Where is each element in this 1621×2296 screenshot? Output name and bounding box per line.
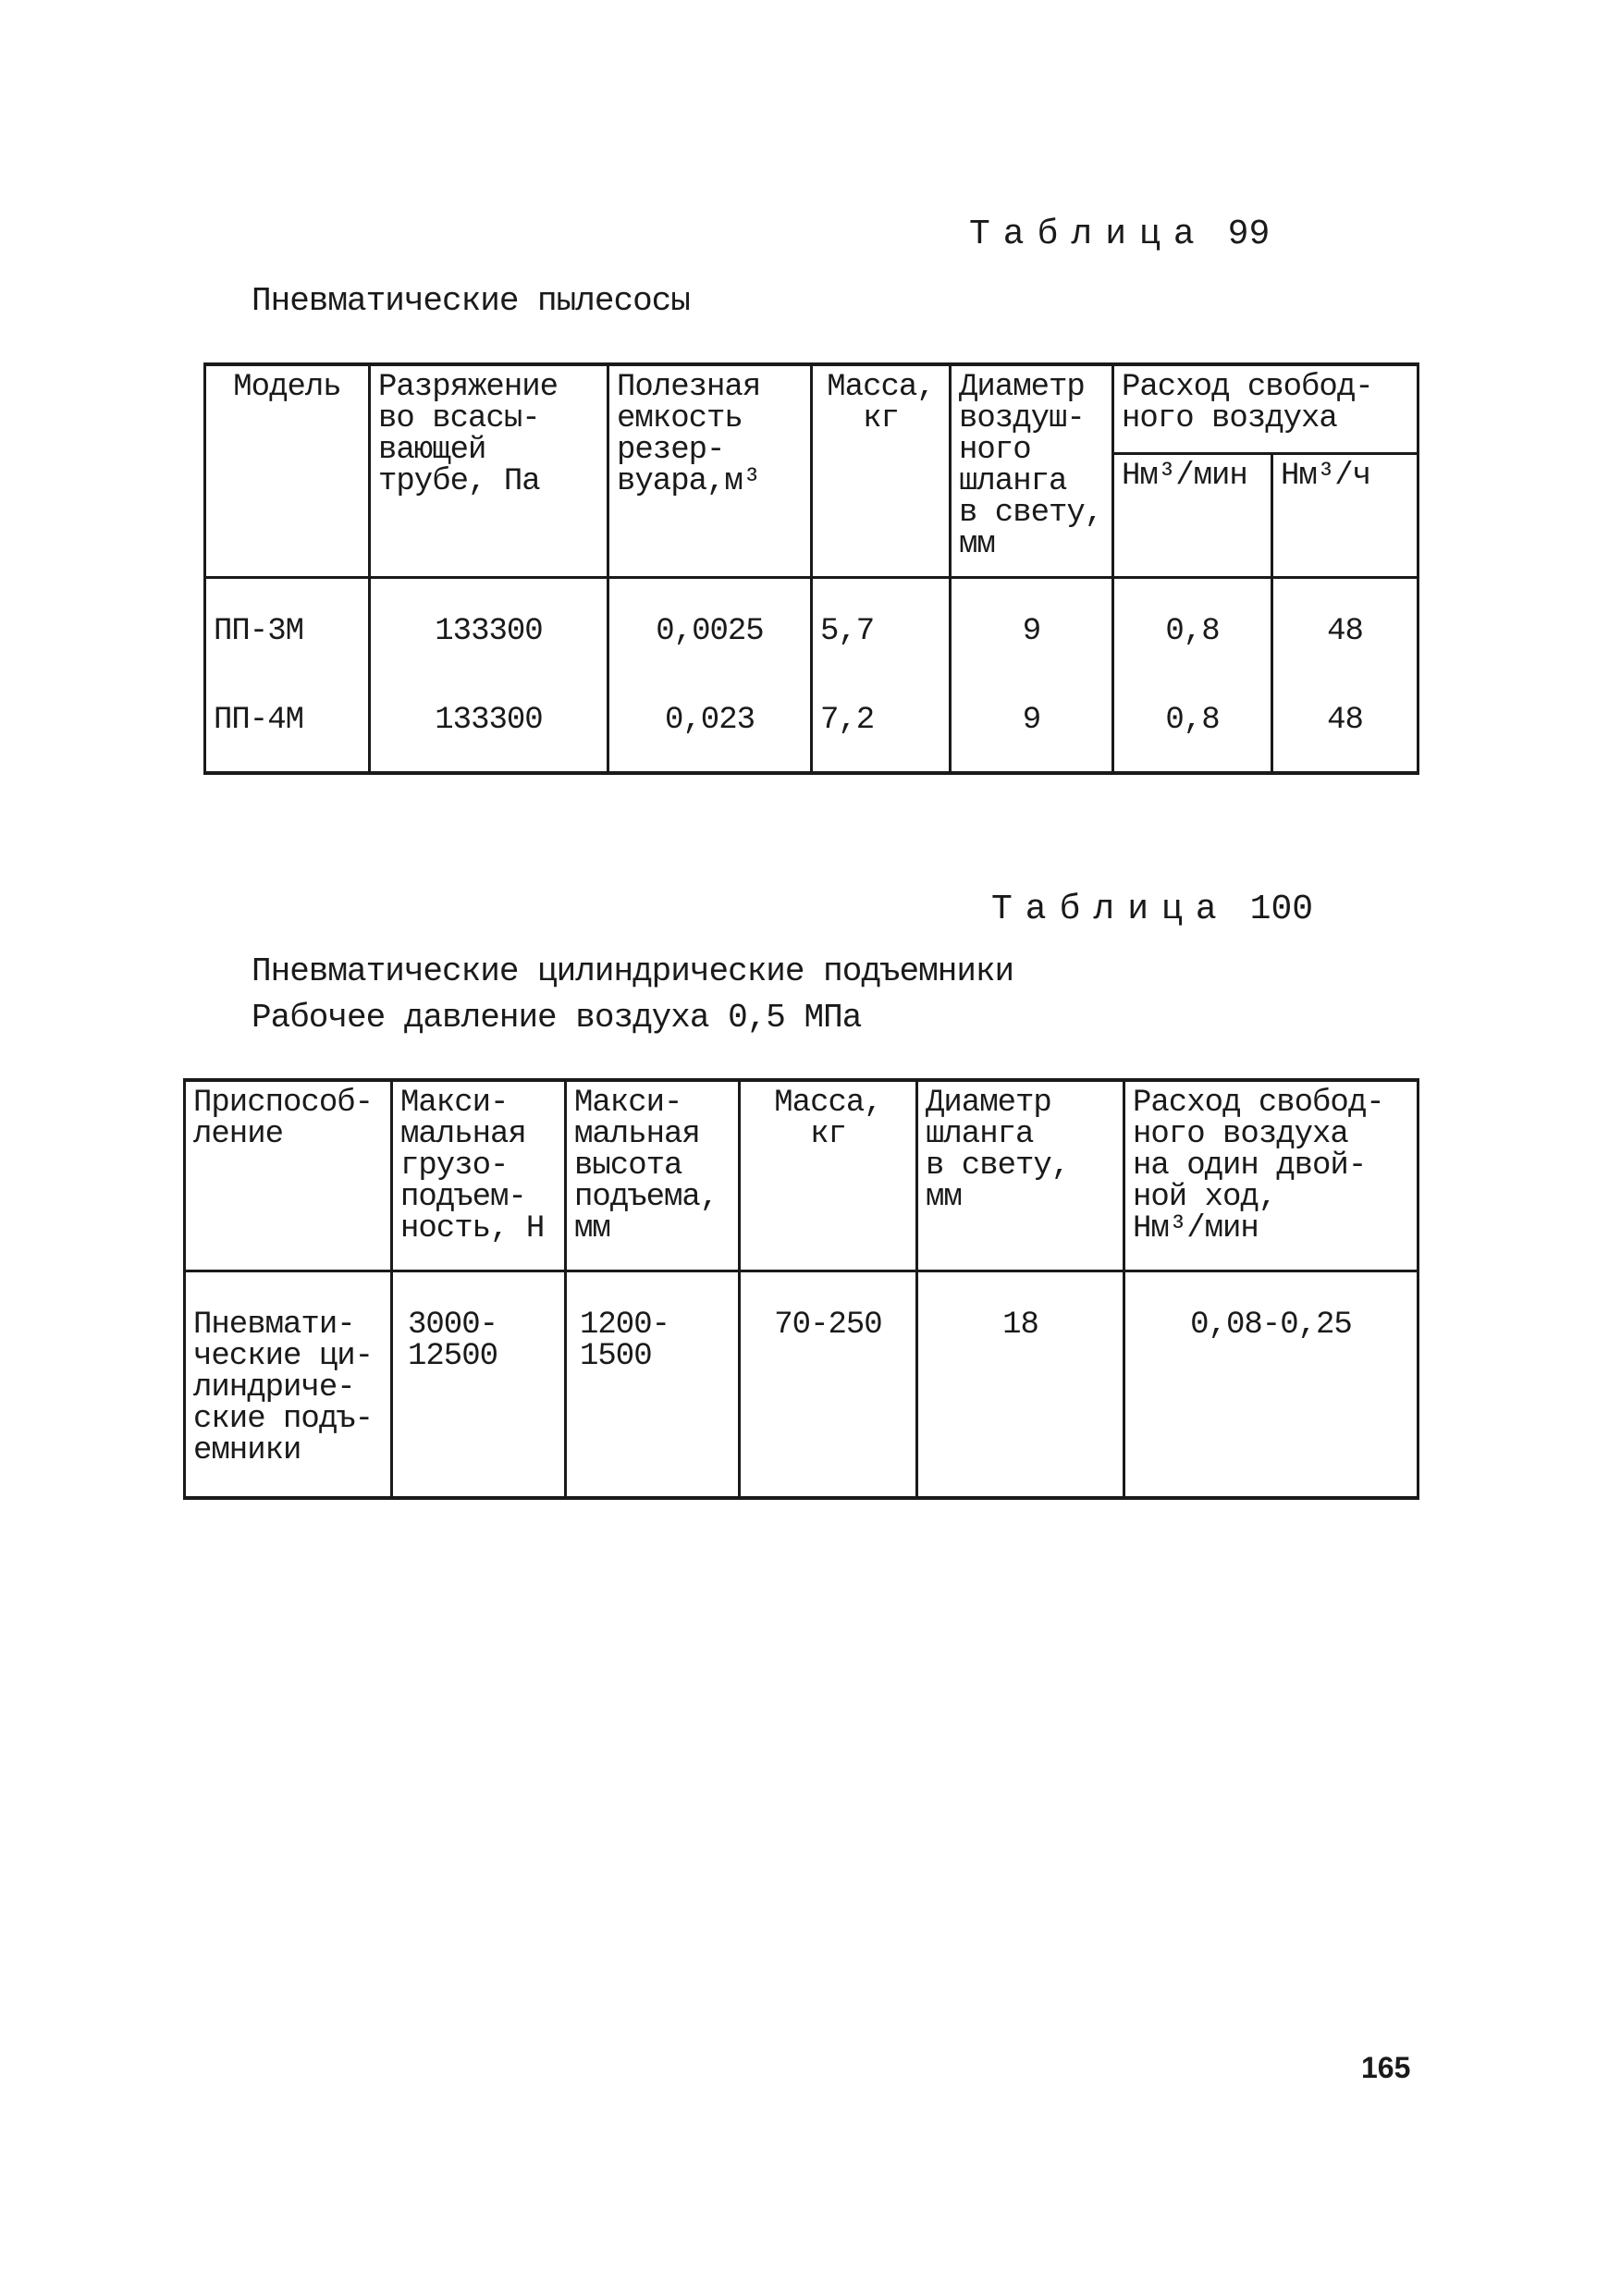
header-capacity: Полезная емкость резер- вуара,м³ [608, 364, 812, 577]
cell-mass: 70-250 [740, 1271, 917, 1498]
cell-height: 1200- 1500 [566, 1271, 740, 1498]
cell-flow-min: 0,8 [1113, 577, 1272, 669]
table-99-caption-number: 99 [1227, 215, 1271, 254]
cell-flow-min: 0,8 [1113, 669, 1272, 773]
cell-diameter: 18 [917, 1271, 1124, 1498]
cell-device: Пневмати- ческие ци- линдриче- ские подъ- емники [185, 1271, 392, 1498]
table-row [185, 1271, 1418, 1498]
table-100-title: Пневматические цилиндрические подъемники [252, 952, 1014, 990]
header-model: Модель [205, 364, 370, 577]
header-diameter: Диаметр воздуш- ного шланга в свету, мм [951, 364, 1113, 577]
header-air-flow-min: Нм³/мин [1113, 453, 1272, 577]
cell-vacuum: 133300 [370, 669, 608, 773]
header-mass: Масса, кг [740, 1080, 917, 1271]
table-99-caption-word: Таблица [969, 215, 1208, 254]
cell-load: 3000- 12500 [392, 1271, 566, 1498]
cell-vacuum: 133300 [370, 577, 608, 669]
header-mass: Масса, кг [812, 364, 951, 577]
cell-capacity: 0,0025 [608, 577, 812, 669]
header-diameter: Диаметр шланга в свету, мм [917, 1080, 1124, 1271]
cell-mass: 7,2 [812, 669, 951, 773]
table-99 [203, 362, 1419, 775]
table-100-subtitle: Рабочее давление воздуха 0,5 МПа [252, 999, 862, 1037]
table-100-caption-word: Таблица [991, 890, 1230, 929]
table-99-title: Пневматические пылесосы [252, 282, 690, 320]
cell-diameter: 9 [951, 577, 1113, 669]
cell-mass: 5,7 [812, 577, 951, 669]
table-row [205, 669, 1418, 773]
header-air-flow: Расход свобод- ного воздуха на один двой- ной ход, Нм³/мин [1124, 1080, 1418, 1271]
header-load: Макси- мальная грузо- подъем- ность, Н [392, 1080, 566, 1271]
cell-air-flow: 0,08-0,25 [1124, 1271, 1418, 1498]
table-row [205, 577, 1418, 669]
cell-capacity: 0,023 [608, 669, 812, 773]
cell-flow-hour: 48 [1272, 669, 1418, 773]
header-device: Приспособ- ление [185, 1080, 392, 1271]
table-100-caption [991, 890, 1313, 929]
cell-diameter: 9 [951, 669, 1113, 773]
header-height: Макси- мальная высота подъема, мм [566, 1080, 740, 1271]
header-air-flow: Расход свобод- ного воздуха [1113, 364, 1418, 453]
cell-flow-hour: 48 [1272, 577, 1418, 669]
table-99-caption [969, 215, 1270, 254]
header-vacuum: Разряжение во всасы- вающей трубе, Па [370, 364, 608, 577]
cell-model: ПП-4М [205, 669, 370, 773]
cell-model: ПП-3М [205, 577, 370, 669]
page-number: 165 [1361, 2051, 1411, 2084]
table-100-caption-number: 100 [1249, 890, 1314, 929]
header-air-flow-hour: Нм³/ч [1272, 453, 1418, 577]
table-100 [183, 1078, 1419, 1500]
